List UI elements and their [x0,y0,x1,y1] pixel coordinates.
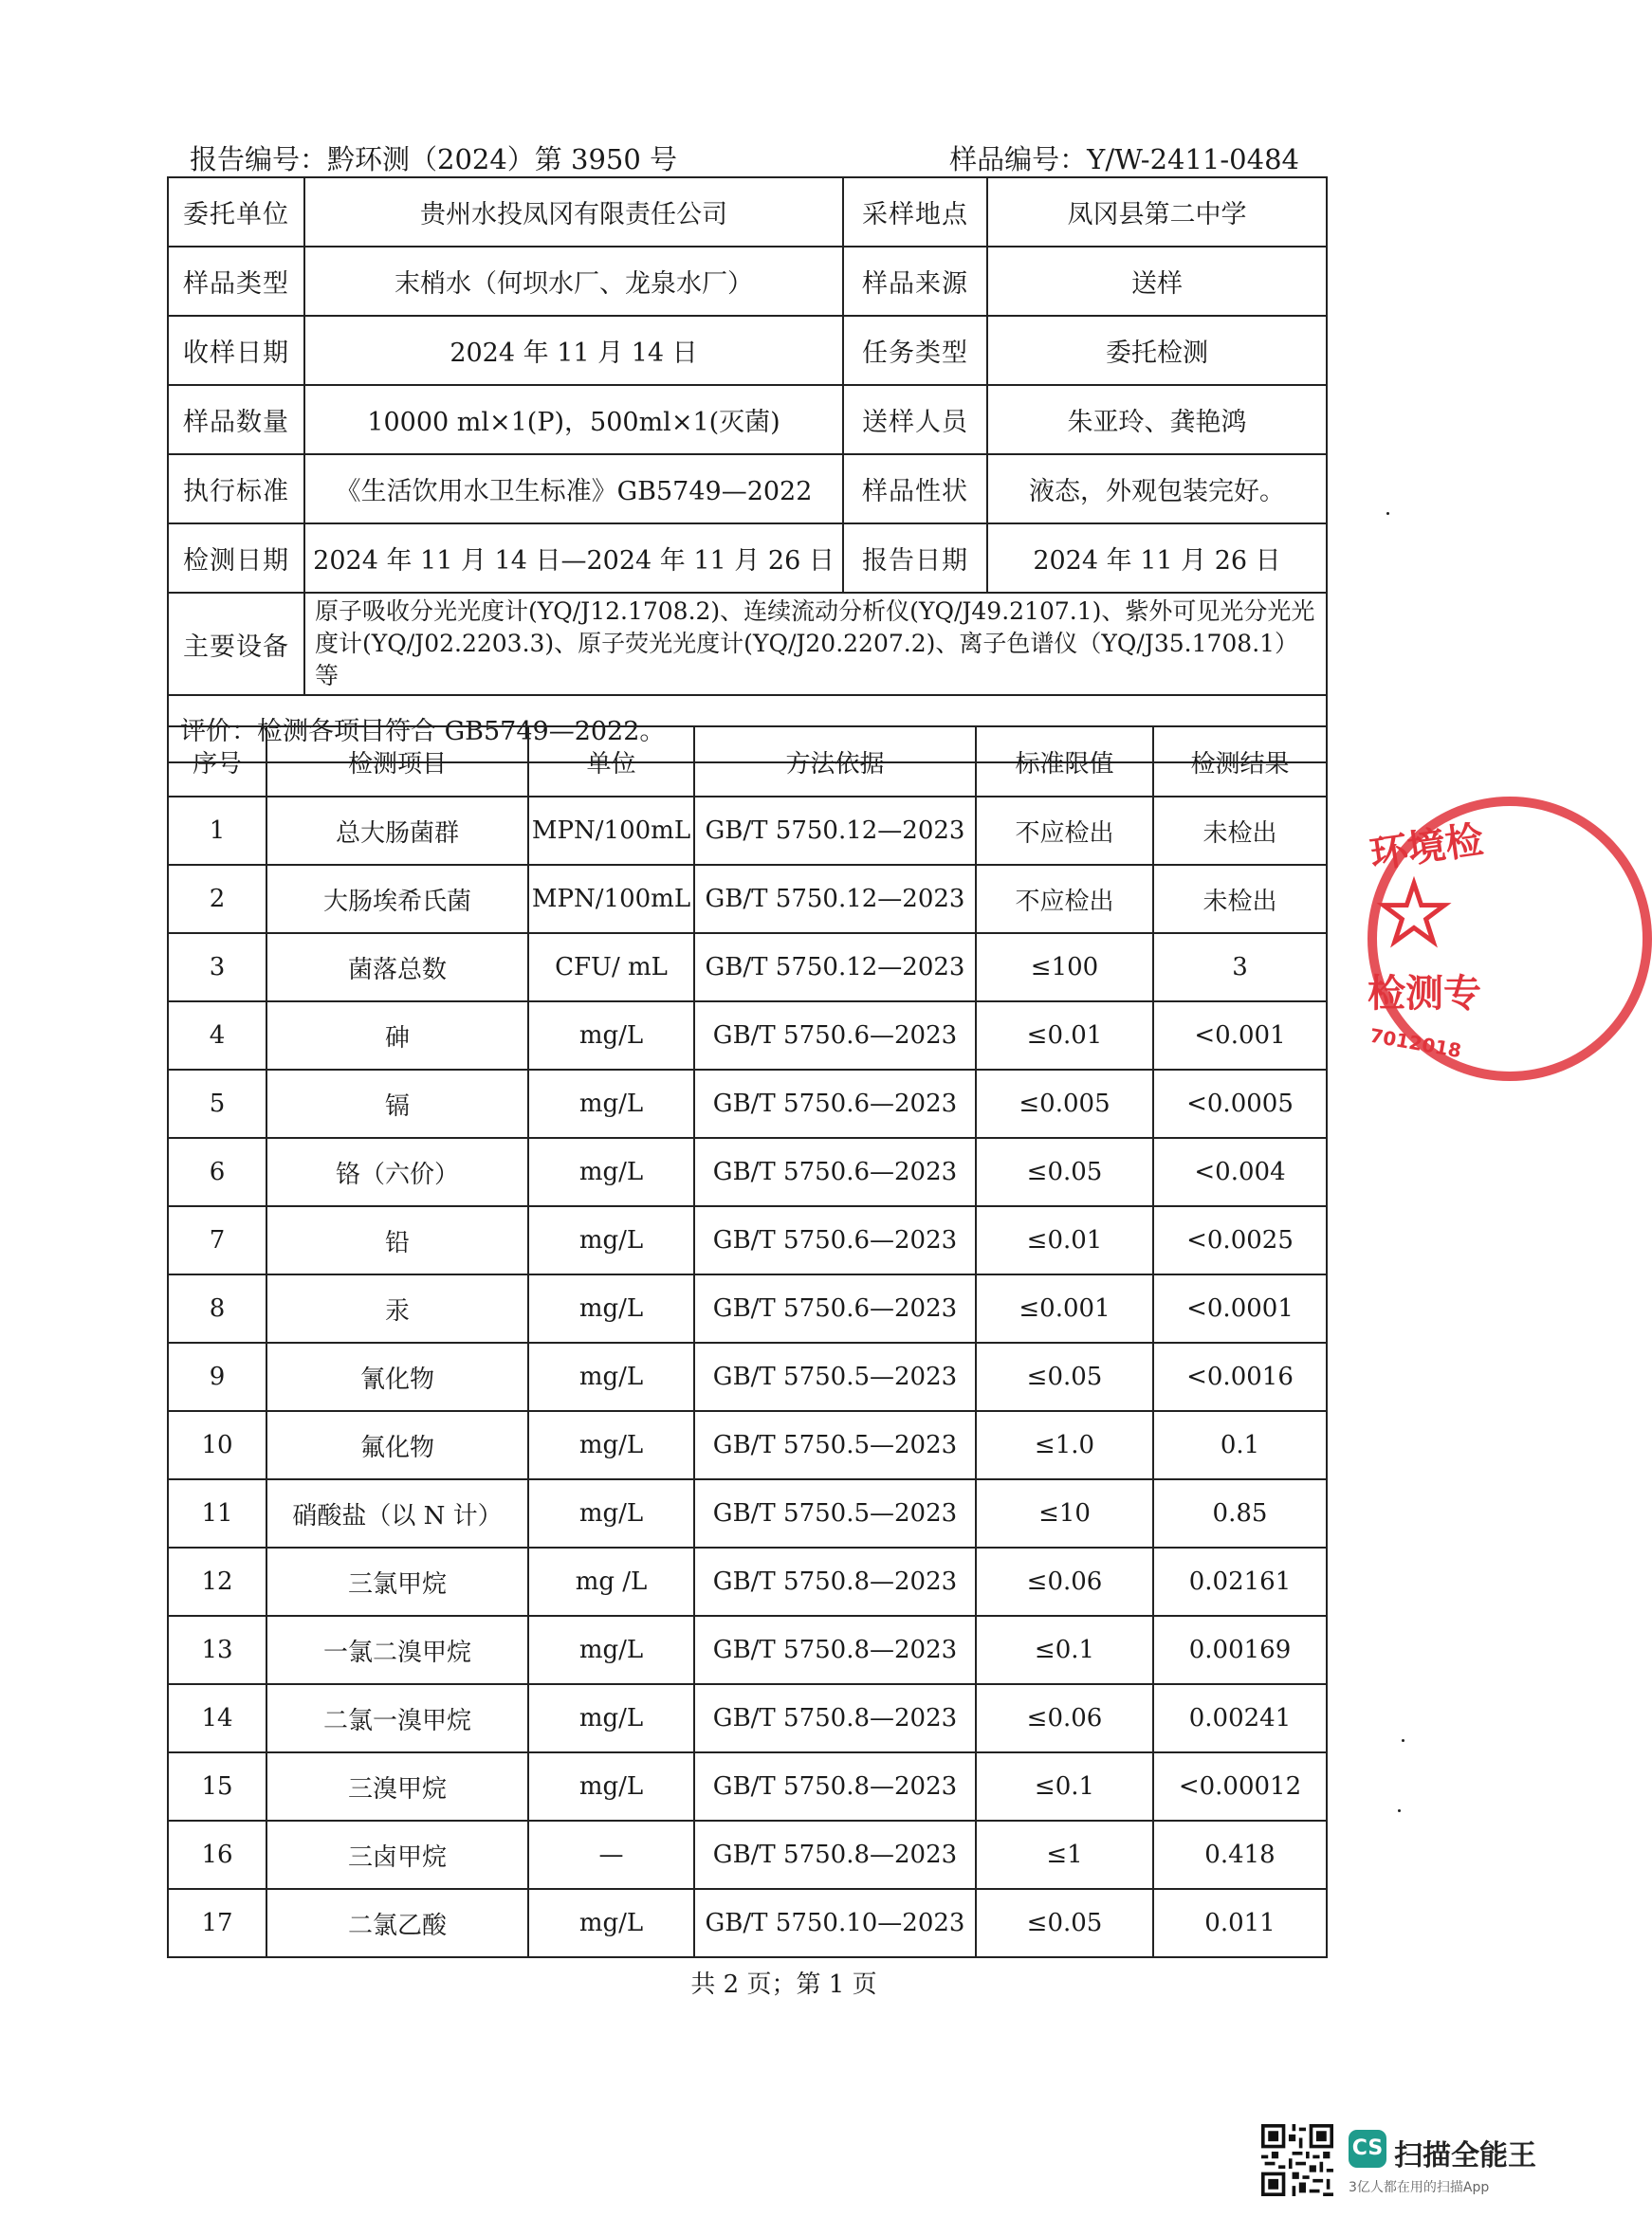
source-label: 样品来源 [843,247,987,316]
location-label: 采样地点 [843,177,987,247]
col-header-unit: 单位 [528,726,694,797]
nature-label: 样品性状 [843,454,987,523]
cell-no: 17 [168,1889,266,1957]
sender-label: 送样人员 [843,385,987,454]
task-type-label: 任务类型 [843,316,987,385]
cell-limit: 不应检出 [976,797,1153,865]
scanner-watermark [1261,2124,1546,2209]
cell-unit: mg/L [528,1889,694,1957]
cell-no: 12 [168,1548,266,1616]
star-icon [1381,880,1447,946]
equipment-value [304,593,1327,695]
seal-number: 7012018 [1367,1023,1463,1063]
cell-method: GB/T 5750.6—2023 [694,1001,976,1070]
table-row [168,865,1327,933]
table-row [168,1138,1327,1206]
cell-no: 2 [168,865,266,933]
cell-no: 15 [168,1752,266,1821]
report-number: 报告编号：黔环测（2024）第 3950 号 [190,143,678,175]
cell-limit: ≤0.01 [976,1206,1153,1274]
col-header-no: 序号 [168,726,266,797]
quantity-value: 10000 ml×1(P)，500ml×1(灭菌) [304,385,843,454]
cell-item: 砷 [266,1001,528,1070]
cell-no: 16 [168,1821,266,1889]
cell-limit: ≤100 [976,933,1153,1001]
cell-result: <0.0001 [1153,1274,1327,1343]
table-row [168,1889,1327,1957]
report-date-label: 报告日期 [843,523,987,593]
sample-type-label: 样品类型 [168,247,304,316]
cell-no: 9 [168,1343,266,1411]
cell-method: GB/T 5750.8—2023 [694,1752,976,1821]
results-table [167,725,1328,1958]
camscanner-logo: CS [1349,2130,1386,2168]
cell-limit: ≤0.06 [976,1548,1153,1616]
scan-speck [1386,512,1389,515]
cell-result: 0.418 [1153,1821,1327,1889]
table-row [168,1616,1327,1684]
quantity-label: 样品数量 [168,385,304,454]
cell-item: 氟化物 [266,1411,528,1479]
cell-no: 14 [168,1684,266,1752]
cell-item: 二氯一溴甲烷 [266,1684,528,1752]
nature-value: 液态，外观包装完好。 [987,454,1327,523]
cell-result: <0.0016 [1153,1343,1327,1411]
table-row [168,1206,1327,1274]
cell-item: 镉 [266,1070,528,1138]
col-header-method: 方法依据 [694,726,976,797]
cell-result: 0.1 [1153,1411,1327,1479]
cell-item: 铬（六价） [266,1138,528,1206]
cell-limit: ≤0.05 [976,1138,1153,1206]
table-row [168,1684,1327,1752]
cell-unit: mg/L [528,1752,694,1821]
cell-limit: ≤0.05 [976,1889,1153,1957]
cell-method: GB/T 5750.5—2023 [694,1479,976,1548]
cell-unit: MPN/100mL [528,865,694,933]
qr-code-icon [1261,2124,1333,2196]
cell-method: GB/T 5750.8—2023 [694,1684,976,1752]
standard-label: 执行标准 [168,454,304,523]
cell-limit: ≤0.1 [976,1752,1153,1821]
cell-result: 0.85 [1153,1479,1327,1548]
col-header-limit: 标准限值 [976,726,1153,797]
seal-text-top: 环境检 [1367,817,1487,878]
cell-limit: ≤0.1 [976,1616,1153,1684]
cell-unit: mg/L [528,1411,694,1479]
cell-item: 汞 [266,1274,528,1343]
equipment-line-1: 原子吸收分光光度计(YQ/J12.1708.2)、连续流动分析仪(YQ/J49.2107.1)、紫外可见光分光光 [315,597,1315,625]
receive-date-value: 2024 年 11 月 14 日 [304,316,843,385]
cell-limit: ≤0.01 [976,1001,1153,1070]
cell-limit: ≤0.005 [976,1070,1153,1138]
page-header [190,138,1299,173]
table-row [168,1752,1327,1821]
cell-no: 8 [168,1274,266,1343]
cell-unit: mg/L [528,1684,694,1752]
results-header-row [168,726,1327,797]
location-value: 凤冈县第二中学 [987,177,1327,247]
cell-unit: mg/L [528,1479,694,1548]
cell-item: 一氯二溴甲烷 [266,1616,528,1684]
cell-result: 未检出 [1153,865,1327,933]
cell-limit: ≤1 [976,1821,1153,1889]
cell-item: 三氯甲烷 [266,1548,528,1616]
cell-result: 0.00241 [1153,1684,1327,1752]
cell-unit: mg/L [528,1206,694,1274]
cell-result: 0.011 [1153,1889,1327,1957]
client-value: 贵州水投凤冈有限责任公司 [304,177,843,247]
equipment-label: 主要设备 [168,593,304,695]
sample-type-value: 末梢水（何坝水厂、龙泉水厂） [304,247,843,316]
cell-limit: ≤0.06 [976,1684,1153,1752]
cell-result: 0.00169 [1153,1616,1327,1684]
cell-result: <0.0005 [1153,1070,1327,1138]
cell-method: GB/T 5750.12—2023 [694,933,976,1001]
cell-unit: mg/L [528,1274,694,1343]
seal-text-bottom: 检测专 [1367,972,1481,1016]
cell-method: GB/T 5750.5—2023 [694,1343,976,1411]
results-body [168,797,1327,1957]
cell-item: 二氯乙酸 [266,1889,528,1957]
cell-method: GB/T 5750.6—2023 [694,1070,976,1138]
cell-method: GB/T 5750.8—2023 [694,1616,976,1684]
cell-method: GB/T 5750.6—2023 [694,1206,976,1274]
cell-method: GB/T 5750.6—2023 [694,1274,976,1343]
cell-no: 1 [168,797,266,865]
table-row [168,1070,1327,1138]
scan-speck [1398,1809,1401,1812]
cell-result: <0.004 [1153,1138,1327,1206]
cell-method: GB/T 5750.8—2023 [694,1548,976,1616]
cell-item: 大肠埃希氏菌 [266,865,528,933]
pagination: 共 2 页；第 1 页 [690,1971,877,1999]
cell-unit: CFU/ mL [528,933,694,1001]
equipment-line-2: 度计(YQ/J02.2203.3)、原子荧光光度计(YQ/J20.2207.2)、离子色谱仪（YQ/J35.1708.1）等 [315,630,1299,689]
cell-limit: ≤10 [976,1479,1153,1548]
cell-unit: — [528,1821,694,1889]
table-row [168,1274,1327,1343]
cell-unit: mg/L [528,1616,694,1684]
scan-speck [1402,1739,1404,1742]
cell-limit: ≤1.0 [976,1411,1153,1479]
sample-number: 样品编号：Y/W-2411-0484 [949,143,1299,175]
cell-limit: ≤0.05 [976,1343,1153,1411]
cell-limit: ≤0.001 [976,1274,1153,1343]
cell-result: <0.001 [1153,1001,1327,1070]
cell-no: 3 [168,933,266,1001]
cell-limit: 不应检出 [976,865,1153,933]
cell-item: 总大肠菌群 [266,797,528,865]
client-label: 委托单位 [168,177,304,247]
cell-unit: mg/L [528,1070,694,1138]
receive-date-label: 收样日期 [168,316,304,385]
cell-method: GB/T 5750.10—2023 [694,1889,976,1957]
cell-method: GB/T 5750.12—2023 [694,865,976,933]
task-type-value: 委托检测 [987,316,1327,385]
table-row [168,1001,1327,1070]
evaluation: 评价：检测各项目符合 GB5749—2022。 [168,695,1327,762]
cell-result: 3 [1153,933,1327,1001]
cell-item: 铅 [266,1206,528,1274]
cell-no: 4 [168,1001,266,1070]
table-row [168,1821,1327,1889]
test-date-value: 2024 年 11 月 14 日—2024 年 11 月 26 日 [304,523,843,593]
report-date-value: 2024 年 11 月 26 日 [987,523,1327,593]
table-row [168,1343,1327,1411]
col-header-item: 检测项目 [266,726,528,797]
cell-no: 10 [168,1411,266,1479]
cell-unit: mg/L [528,1138,694,1206]
cell-unit: mg /L [528,1548,694,1616]
table-row [168,1479,1327,1548]
cell-item: 硝酸盐（以 N 计） [266,1479,528,1548]
official-seal [1366,797,1487,1081]
col-header-result: 检测结果 [1153,726,1327,797]
cell-result: 0.02161 [1153,1548,1327,1616]
cell-no: 6 [168,1138,266,1206]
standard-value: 《生活饮用水卫生标准》GB5749—2022 [304,454,843,523]
scanner-app-name: 扫描全能王 [1394,2139,1536,2172]
cell-method: GB/T 5750.8—2023 [694,1821,976,1889]
cell-item: 氰化物 [266,1343,528,1411]
table-row [168,1411,1327,1479]
cell-method: GB/T 5750.12—2023 [694,797,976,865]
cell-no: 7 [168,1206,266,1274]
cell-result: <0.00012 [1153,1752,1327,1821]
sender-value: 朱亚玲、龚艳鸿 [987,385,1327,454]
cell-item: 三卤甲烷 [266,1821,528,1889]
cell-no: 11 [168,1479,266,1548]
cell-unit: mg/L [528,1343,694,1411]
table-row [168,1548,1327,1616]
cell-item: 菌落总数 [266,933,528,1001]
scanner-tagline: 3亿人都在用的扫描App [1349,2180,1490,2195]
table-row [168,933,1327,1001]
source-value: 送样 [987,247,1327,316]
cell-item: 三溴甲烷 [266,1752,528,1821]
cell-unit: mg/L [528,1001,694,1070]
cell-result: 未检出 [1153,797,1327,865]
test-date-label: 检测日期 [168,523,304,593]
cell-result: <0.0025 [1153,1206,1327,1274]
cell-no: 13 [168,1616,266,1684]
table-row [168,797,1327,865]
cell-no: 5 [168,1070,266,1138]
cell-method: GB/T 5750.5—2023 [694,1411,976,1479]
cell-unit: MPN/100mL [528,797,694,865]
cell-method: GB/T 5750.6—2023 [694,1138,976,1206]
sample-info-table [167,176,1328,763]
